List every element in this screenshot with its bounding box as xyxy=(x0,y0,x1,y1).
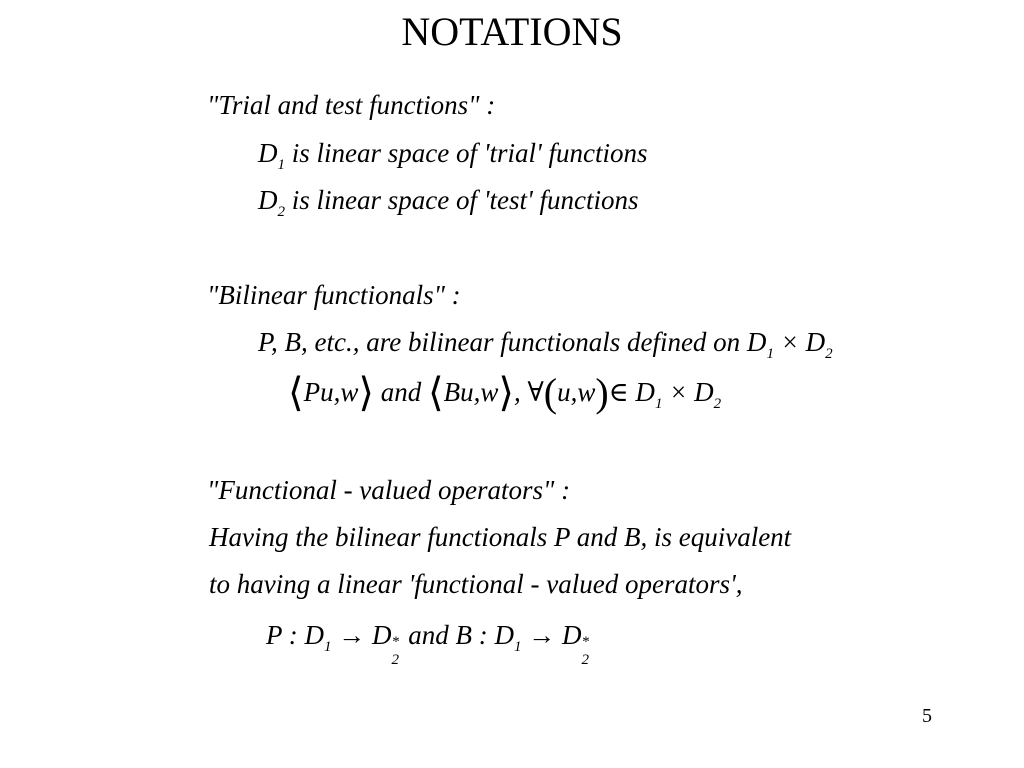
rangle-2: ⟩ xyxy=(498,370,514,415)
in-d: ∈ D xyxy=(608,377,655,407)
op-supsub-1 xyxy=(391,634,402,668)
bilinear-definition-line xyxy=(258,325,833,362)
bilinear-heading: "Bilinear functionals" : xyxy=(207,280,461,310)
trial-d1-line xyxy=(258,136,648,173)
slide-title: NOTATIONS xyxy=(401,9,623,54)
d2-subscript: 2 xyxy=(277,204,285,220)
d1-subscript: 1 xyxy=(277,157,285,173)
bilinear-def-sub2: 2 xyxy=(825,346,833,362)
bu-w: Bu,w xyxy=(443,377,499,407)
op-arrow-1: → D xyxy=(331,620,392,650)
langle-1: ⟨ xyxy=(288,370,304,415)
bilinear-def-text: P, B, etc., are bilinear functionals defined on D xyxy=(258,327,767,357)
bilinear-forms-line xyxy=(288,370,722,415)
op-p: P : D xyxy=(266,620,324,650)
op-arrow-2: → D xyxy=(521,620,582,650)
d1-symbol: D xyxy=(258,138,278,168)
rangle-1: ⟩ xyxy=(358,370,374,415)
op-star-1: * xyxy=(391,634,399,650)
d2-symbol: D xyxy=(258,185,278,215)
lparen: ( xyxy=(543,370,558,415)
page-number: 5 xyxy=(922,705,932,727)
trial-heading: "Trial and test functions" : xyxy=(207,90,496,120)
pu-w: Pu,w xyxy=(303,377,359,407)
op-p-sub: 1 xyxy=(324,639,332,655)
u-w: u,w xyxy=(557,377,596,407)
op-sub2-2: 2 xyxy=(581,652,589,668)
langle-2: ⟨ xyxy=(427,370,444,415)
op-supsub-2 xyxy=(581,634,591,668)
bilinear-def-times: × D xyxy=(773,327,826,357)
comma-forall: , ∀ xyxy=(513,377,544,407)
d2-text: is linear space of 'test' functions xyxy=(285,185,639,215)
functional-heading: "Functional - valued operators" : xyxy=(207,475,571,505)
bilinear-def-sub1: 1 xyxy=(766,346,774,362)
forms-times: × D xyxy=(662,377,714,407)
op-b: B : D xyxy=(455,620,514,650)
forms-sub2: 2 xyxy=(713,396,722,412)
op-b-sub: 1 xyxy=(513,639,522,655)
trial-d2-line xyxy=(258,183,639,220)
op-sub2-1: 2 xyxy=(391,652,399,668)
d1-text: is linear space of 'trial' functions xyxy=(285,138,648,168)
and-text: and xyxy=(373,377,428,407)
forms-sub1: 1 xyxy=(654,396,663,412)
rparen: ) xyxy=(595,370,609,415)
op-and: and xyxy=(401,620,456,650)
functional-line-2: to having a linear 'functional - valued operators', xyxy=(209,569,743,599)
operators-line xyxy=(266,618,591,668)
functional-line-1: Having the bilinear functionals P and B, is equivalent xyxy=(209,522,792,552)
op-star-2: * xyxy=(581,634,589,650)
